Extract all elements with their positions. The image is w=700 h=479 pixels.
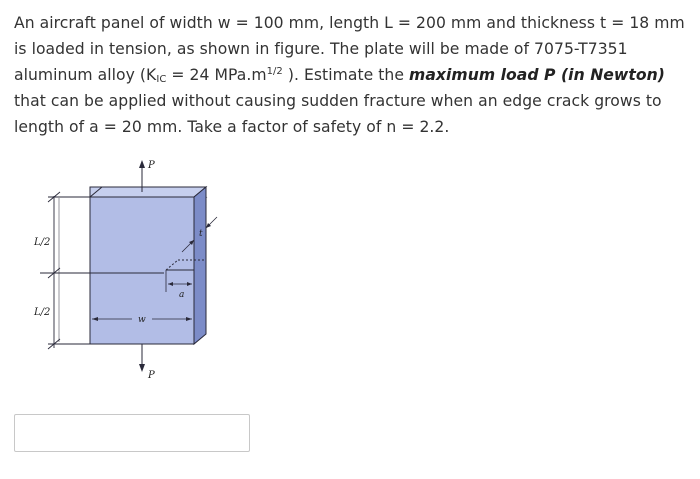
answer-input[interactable] (14, 414, 250, 452)
load-top-label: P (148, 160, 155, 171)
plate-side-face (194, 187, 206, 344)
crack-length-label: a (179, 290, 185, 300)
half-length-top-label: L/2 (34, 237, 51, 248)
half-length-bottom-label: L/2 (34, 307, 51, 318)
load-arrow-up-icon (139, 160, 145, 168)
thickness-label: t (199, 229, 203, 239)
emphasis-max-load: maximum load P (in Newton) (409, 66, 665, 84)
width-label: w (138, 315, 146, 325)
load-bottom-label: P (148, 370, 155, 381)
exponent: 1/2 (266, 66, 283, 77)
question-text: An aircraft panel of width w = 100 mm, length L = 200 mm and thickness t = 18 mm is loaded in tension, as shown in figure. The plate will be made of 7075-T7351 aluminum alloy ($K_{IC} = 24$ $MPa.m^{1/2}$ ). Estimate the maximum load P (in Newton) that can be applied without causing sudden fracture when an edge crack grows to length of a = 20 mm. Take a factor of safety of n = 2.2. (14, 14, 685, 136)
load-arrow-down-icon (139, 364, 145, 372)
kic-subscript: IC (156, 74, 167, 85)
panel-figure (24, 152, 234, 392)
plate-top-face-2 (90, 187, 206, 197)
